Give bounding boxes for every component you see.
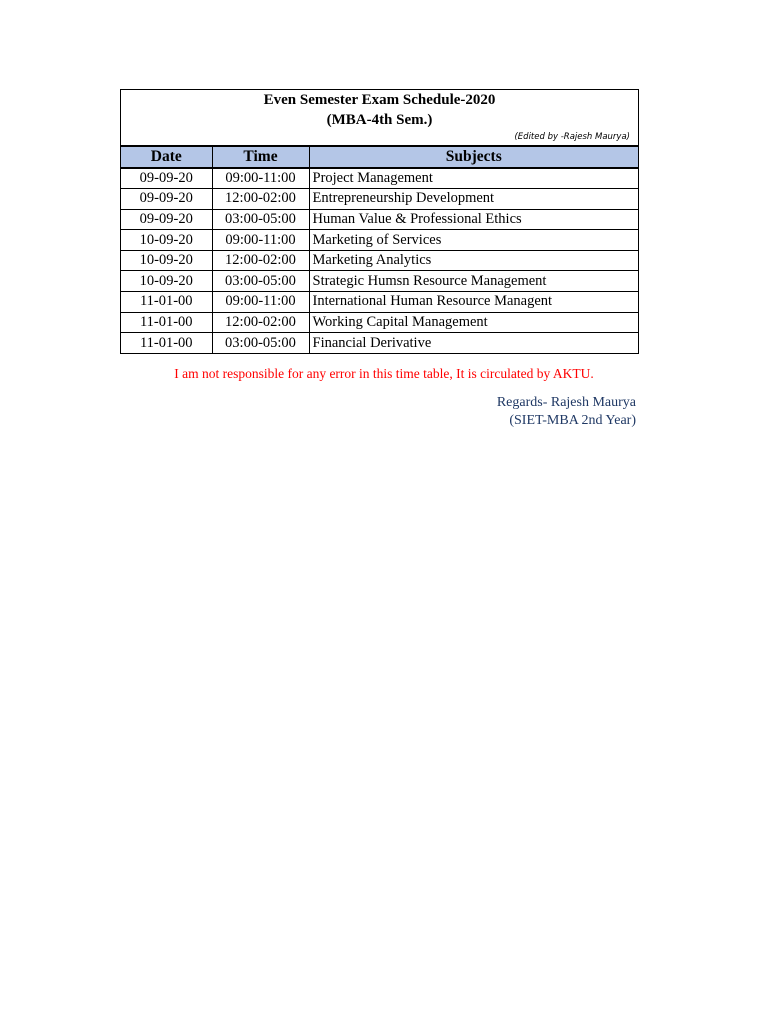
time-cell: 12:00-02:00 bbox=[212, 189, 309, 210]
subject-cell: Entrepreneurship Development bbox=[309, 189, 638, 210]
title-block bbox=[121, 90, 638, 147]
table-row bbox=[121, 312, 638, 333]
time-cell: 09:00-11:00 bbox=[212, 168, 309, 189]
date-cell: 11-01-00 bbox=[121, 333, 212, 354]
table-row bbox=[121, 250, 638, 271]
date-cell: 11-01-00 bbox=[121, 292, 212, 313]
exam-schedule-table bbox=[121, 147, 638, 353]
regards-affiliation: (SIET-MBA 2nd Year) bbox=[509, 413, 636, 428]
column-header-subjects: Subjects bbox=[309, 147, 638, 168]
table-row bbox=[121, 209, 638, 230]
date-cell: 10-09-20 bbox=[121, 271, 212, 292]
subject-cell: Working Capital Management bbox=[309, 312, 638, 333]
date-cell: 10-09-20 bbox=[121, 230, 212, 251]
subject-cell: Strategic Humsn Resource Management bbox=[309, 271, 638, 292]
schedule-title: Even Semester Exam Schedule-2020 bbox=[263, 92, 496, 108]
table-row bbox=[121, 333, 638, 354]
time-cell: 12:00-02:00 bbox=[212, 312, 309, 333]
table-row bbox=[121, 168, 638, 189]
time-cell: 03:00-05:00 bbox=[212, 333, 309, 354]
table-row bbox=[121, 271, 638, 292]
time-cell: 03:00-05:00 bbox=[212, 209, 309, 230]
time-cell: 09:00-11:00 bbox=[212, 292, 309, 313]
time-cell: 03:00-05:00 bbox=[212, 271, 309, 292]
date-cell: 09-09-20 bbox=[121, 209, 212, 230]
schedule-subtitle: (MBA-4th Sem.) bbox=[326, 112, 433, 128]
subject-cell: Marketing Analytics bbox=[309, 250, 638, 271]
editor-credit: (Edited by -Rajesh Maurya) bbox=[514, 132, 630, 142]
table-row bbox=[121, 230, 638, 251]
table-row bbox=[121, 189, 638, 210]
subject-cell: International Human Resource Managent bbox=[309, 292, 638, 313]
date-cell: 09-09-20 bbox=[121, 168, 212, 189]
date-cell: 10-09-20 bbox=[121, 250, 212, 271]
table-row bbox=[121, 292, 638, 313]
subject-cell: Marketing of Services bbox=[309, 230, 638, 251]
time-cell: 09:00-11:00 bbox=[212, 230, 309, 251]
time-cell: 12:00-02:00 bbox=[212, 250, 309, 271]
disclaimer-note: I am not responsible for any error in this time table, It is circulated by AKTU. bbox=[174, 366, 594, 381]
subject-cell: Project Management bbox=[309, 168, 638, 189]
subject-cell: Financial Derivative bbox=[312, 334, 432, 351]
date-cell: 11-01-00 bbox=[121, 312, 212, 333]
schedule-sheet bbox=[120, 89, 639, 354]
regards-signature: Regards- Rajesh Maurya bbox=[496, 395, 636, 410]
subject-cell: Human Value & Professional Ethics bbox=[309, 209, 638, 230]
column-header-date: Date bbox=[121, 147, 212, 168]
date-cell: 09-09-20 bbox=[121, 189, 212, 210]
column-header-time: Time bbox=[212, 147, 309, 168]
table-header-row bbox=[121, 147, 638, 168]
